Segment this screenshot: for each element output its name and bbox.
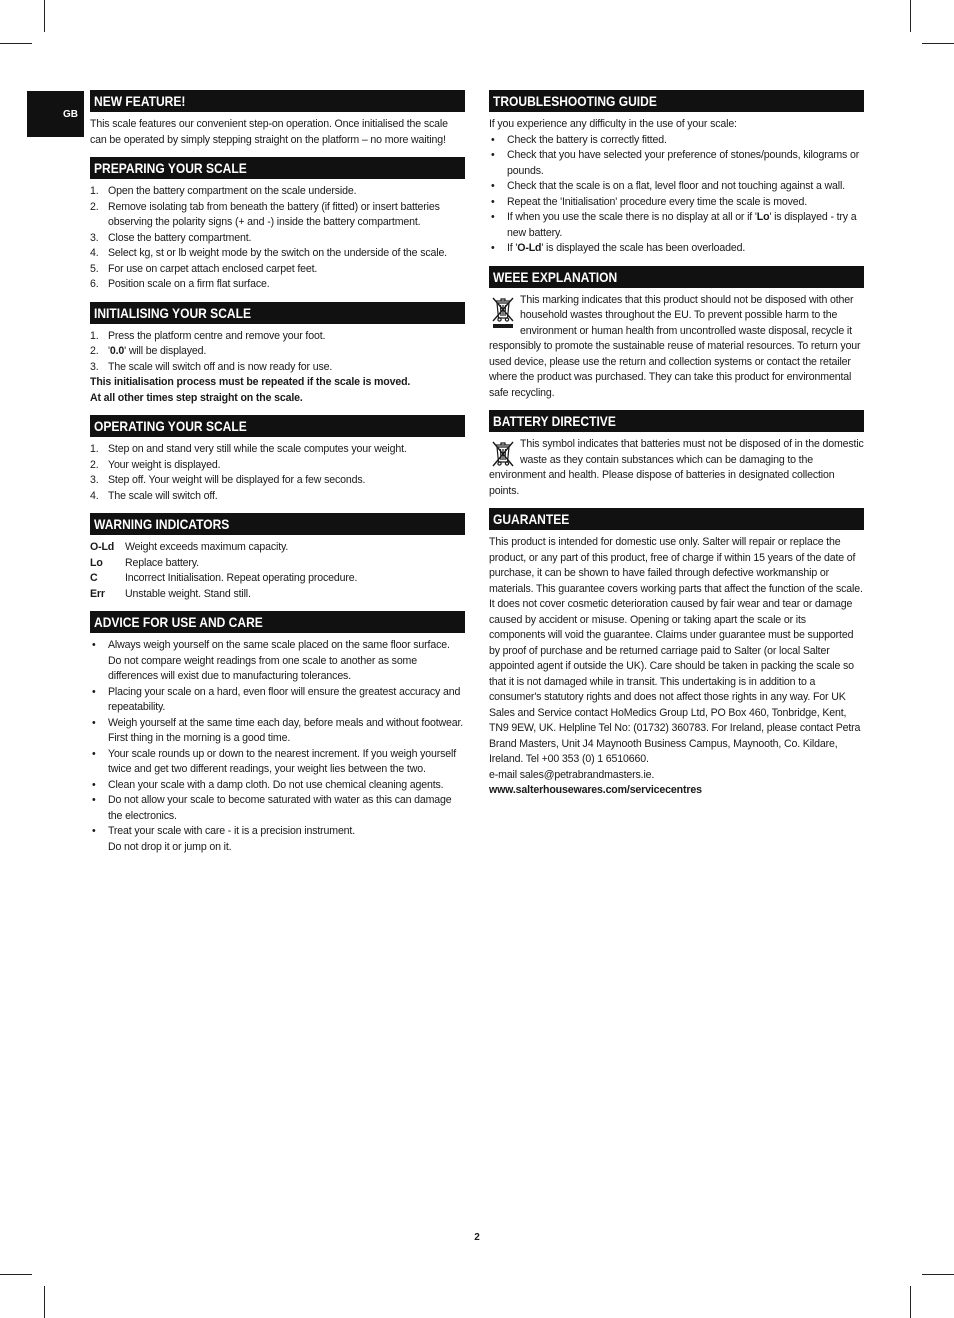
list-item: 4. The scale will switch off.	[90, 489, 218, 502]
indicator-row: O-Ld Weight exceeds maximum capacity.	[90, 541, 289, 553]
section-troubleshooting	[489, 90, 864, 257]
list-item: 3. The scale will switch off and is now ready for use.	[90, 360, 333, 373]
section-heading: INITIALISING YOUR SCALE	[90, 302, 465, 324]
crop-mark	[0, 43, 32, 44]
crop-mark	[44, 1286, 45, 1318]
section-guarantee	[489, 508, 864, 799]
crossed-out-bin-icon	[489, 438, 517, 468]
section-heading: TROUBLESHOOTING GUIDE	[489, 90, 864, 112]
list-item: 1. Open the battery compartment on the scale underside.	[90, 185, 357, 197]
guarantee-text: This product is intended for domestic use only. Salter will repair or replace the product, or any part of this product, free of charge if within 15 years of the date of purchase, it can be shown to have failed through defective workmanship or materials. This guarantee covers working parts that affect the function of the scale. It does not cover cosmetic deterioration caused by fair wear and tear or damage caused by accident or misuse. Opening or taking apart the scale or its components will void the guarantee. Claims under guarantee must be supported by proof of purchase and be returned carriage paid to Salter (or local Salter appointed agent if outside the UK). Care should be taken in packing the scale so that it is not damaged while in transit. This undertaking is in addition to a consumer's statutory rights and does not affect those rights in any way. For UK Sales and Service contact HoMedics Group Ltd, PO Box 460, Tonbridge, Kent, TN9 9EW, UK. Helpline Tel No: (01732) 360783. For Ireland, please contact Petra Brand Masters, Unit J4 Maynooth Business Campus, Maynooth, Co. Kildare, Ireland. Tel +00 353 (0) 1 6510660.	[489, 536, 863, 765]
section-heading: GUARANTEE	[489, 508, 864, 530]
list-item: 2. '0.0' will be displayed.	[90, 345, 207, 357]
list-item: • If 'O-Ld' is displayed the scale has been overloaded.	[491, 242, 746, 254]
list-item: • Your scale rounds up or down to the nearest increment. If you weigh yourself twice and get two different readings, your weight lies between the two.	[92, 747, 457, 775]
section-heading: PREPARING YOUR SCALE	[90, 157, 465, 179]
crop-mark	[0, 1274, 32, 1275]
list-item: 5. For use on carpet attach enclosed carpet feet.	[90, 262, 318, 275]
crop-mark	[922, 1274, 954, 1275]
right-column	[489, 90, 864, 808]
list-item: • Placing your scale on a hard, even floor will ensure the greatest accuracy and repeatability.	[92, 685, 461, 713]
operating-steps	[90, 442, 465, 504]
crop-mark	[44, 0, 45, 32]
list-item: 1. Step on and stand very still while the scale computes your weight.	[90, 443, 407, 455]
language-code: GB	[63, 108, 78, 120]
section-warning-indicators	[90, 513, 465, 602]
list-item: • Clean your scale with a damp cloth. Do not use chemical cleaning agents.	[92, 778, 444, 791]
list-item: • Check that the scale is on a flat, level floor and not touching against a wall.	[491, 180, 845, 192]
section-initialising	[90, 302, 465, 407]
list-item: 3. Close the battery compartment.	[90, 231, 252, 244]
list-item: • Treat your scale with care - it is a precision instrument. Do not drop it or jump on it.	[92, 825, 356, 853]
section-heading: BATTERY DIRECTIVE	[489, 410, 864, 432]
initialising-note: At all other times step straight on the scale.	[90, 391, 303, 404]
section-new-feature	[90, 90, 465, 148]
section-operating	[90, 415, 465, 504]
crop-mark	[910, 1286, 911, 1318]
initialising-note: This initialisation process must be repeated if the scale is moved.	[90, 376, 411, 388]
section-heading: OPERATING YOUR SCALE	[90, 415, 465, 437]
page-number: 2	[474, 1232, 480, 1243]
guarantee-email: e-mail sales@petrabrandmasters.ie.	[489, 768, 655, 781]
section-heading: NEW FEATURE!	[90, 90, 465, 112]
indicator-row: C Incorrect Initialisation. Repeat operating procedure.	[90, 572, 358, 584]
list-item: • Always weigh yourself on the same scale placed on the same floor surface. Do not compare weight readings from one scale to another as some differences will exist due to manufacturing tolerances.	[92, 639, 450, 682]
list-item: 3. Step off. Your weight will be displayed for a few seconds.	[90, 474, 366, 486]
crop-mark	[910, 0, 911, 32]
crop-mark	[922, 43, 954, 44]
section-heading: WEEE EXPLANATION	[489, 266, 864, 288]
indicator-list	[90, 540, 465, 602]
crossed-out-bin-icon	[489, 294, 517, 328]
left-column	[90, 90, 465, 864]
indicator-row: Lo Replace battery.	[90, 556, 199, 569]
initialising-steps	[90, 329, 465, 376]
list-item: • Repeat the 'Initialisation' procedure every time the scale is moved.	[491, 195, 808, 208]
list-item: 4. Select kg, st or lb weight mode by the switch on the underside of the scale.	[90, 247, 447, 259]
battery-paragraph: This symbol indicates that batteries must not be disposed of in the domestic waste as they contain substances which can be damaging to the environment and health. Please dispose of batteries in designated collection points.	[489, 438, 864, 497]
preparing-steps	[90, 184, 465, 293]
advice-list	[90, 638, 465, 855]
indicator-row: Err Unstable weight. Stand still.	[90, 587, 251, 600]
new-feature-text: This scale features our convenient step-on operation. Once initialised the scale can be operated by simply stepping straight on the platform – no more waiting!	[90, 118, 448, 146]
list-item: • Check the battery is correctly fitted.	[491, 133, 667, 146]
list-item: • Check that you have selected your preference of stones/pounds, kilograms or pounds.	[491, 149, 860, 177]
list-item: 1. Press the platform centre and remove your foot.	[90, 329, 326, 342]
list-item: 2. Your weight is displayed.	[90, 458, 221, 471]
list-item: 2. Remove isolating tab from beneath the battery (if fitted) or insert batteries observing the polarity signs (+ and -) inside the battery compartment.	[90, 200, 440, 228]
section-advice	[90, 611, 465, 855]
weee-paragraph: This marking indicates that this product should not be disposed with other household wastes throughout the EU. To prevent possible harm to the environment or human health from uncontrolled waste disposal, recycle it responsibly to promote the sustainable reuse of material resources. To return your used device, please use the return and collection systems or contact the retailer where the product was purchased. They can take this product for environmental safe recycling.	[489, 293, 861, 399]
guarantee-url: www.salterhousewares.com/servicecentres	[489, 784, 702, 796]
troubleshooting-list	[489, 133, 864, 257]
section-battery-directive	[489, 410, 864, 499]
section-heading: ADVICE FOR USE AND CARE	[90, 611, 465, 633]
list-item: 6. Position scale on a firm flat surface.	[90, 278, 270, 290]
language-tab	[27, 91, 84, 137]
list-item: • Weigh yourself at the same time each day, before meals and without footwear. First thing in the morning is a good time.	[92, 716, 464, 744]
section-weee	[489, 266, 864, 402]
troubleshooting-intro: If you experience any difficulty in the use of your scale:	[489, 118, 737, 130]
section-heading: WARNING INDICATORS	[90, 513, 465, 535]
section-preparing	[90, 157, 465, 293]
list-item: • If when you use the scale there is no display at all or if 'Lo' is displayed - try a new battery.	[491, 211, 857, 239]
list-item: • Do not allow your scale to become saturated with water as this can damage the electronics.	[92, 794, 452, 822]
